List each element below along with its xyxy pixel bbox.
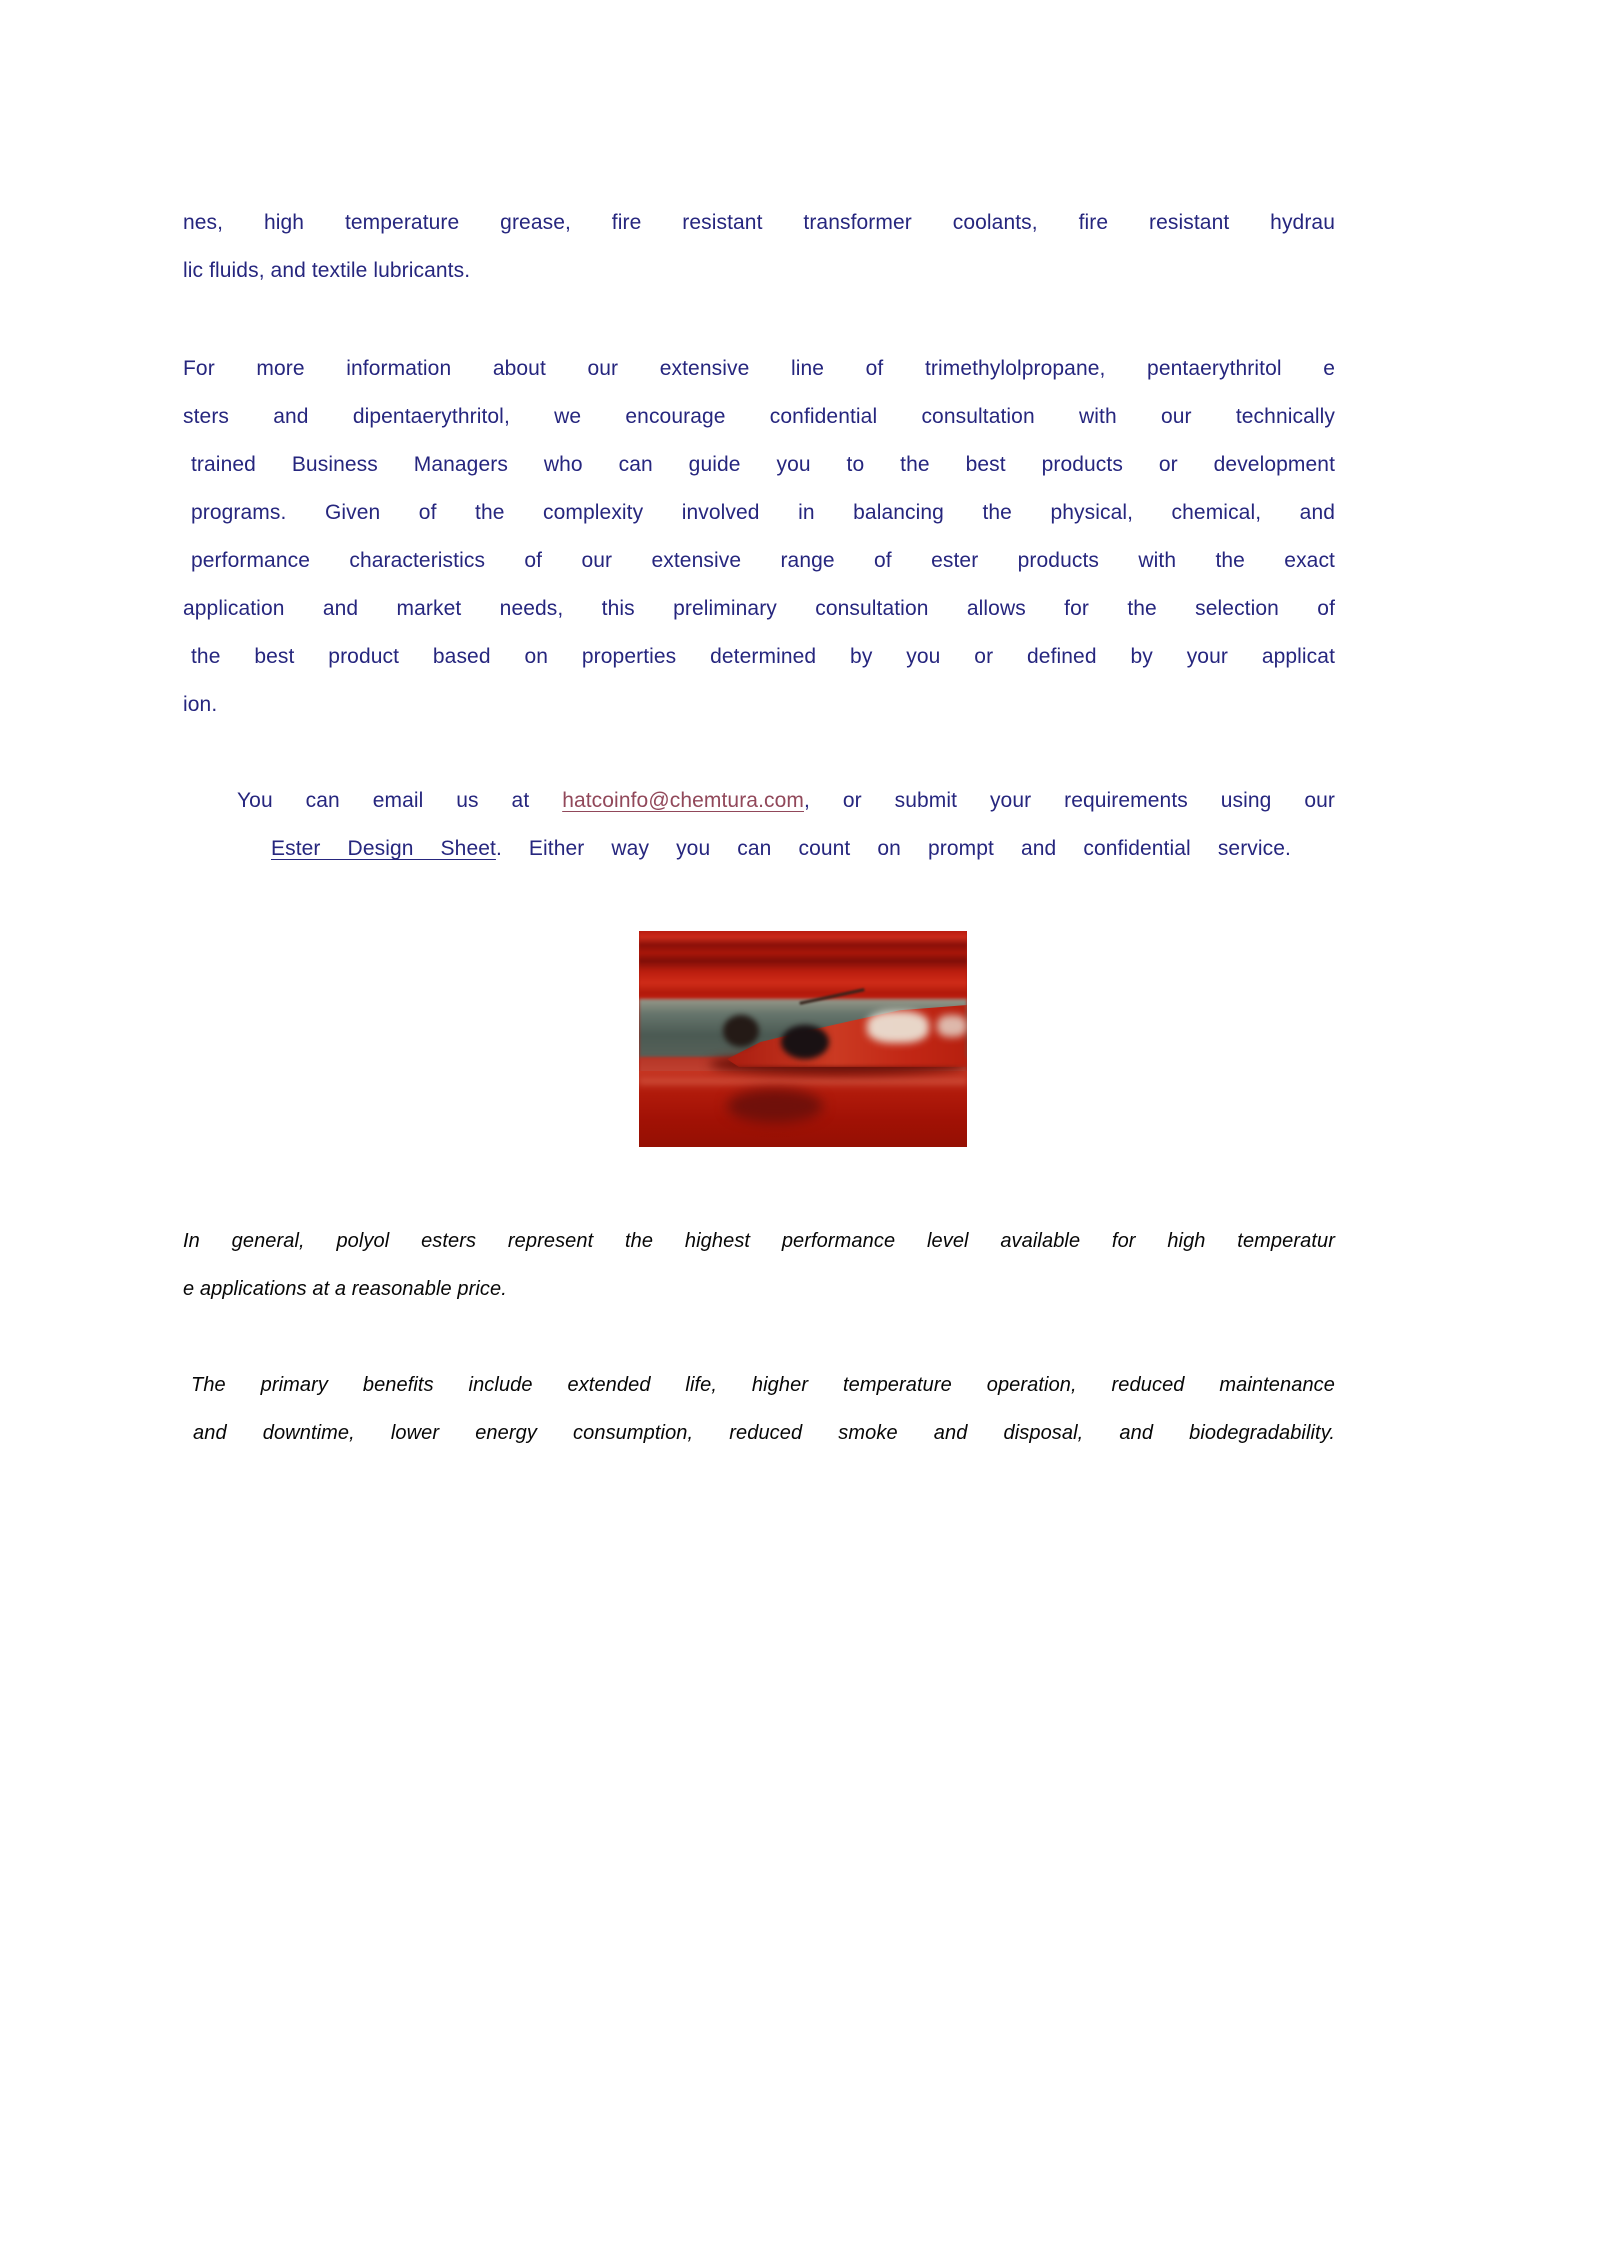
race-car-photo: [639, 931, 967, 1147]
ester-design-sheet-link[interactable]: Ester Design Sheet: [271, 837, 496, 860]
text-line: programs. Given of the complexity involved in balancing the physical, chemical, and: [191, 501, 1335, 524]
text-line: The primary benefits include extended life, higher temperature operation, reduced maintenance: [191, 1374, 1335, 1396]
text-line: and downtime, lower energy consumption, reduced smoke and disposal, and biodegradability.: [193, 1422, 1335, 1444]
text-line: [183, 777, 1335, 825]
text-line: In general, polyol esters represent the highest performance level available for high temperatur: [183, 1230, 1335, 1252]
text-line: application and market needs, this preliminary consultation allows for the selection of: [183, 597, 1335, 620]
text-line: sters and dipentaerythritol, we encourage confidential consultation with our technically: [183, 405, 1335, 428]
contact-text-after-email: , or submit your requirements using our: [803, 789, 1336, 812]
photo-foreground-streak: [639, 1077, 967, 1085]
text-line: For more information about our extensive line of trimethylolpropane, pentaerythritol e: [183, 357, 1335, 380]
text-line: ion.: [183, 693, 218, 716]
contact-text-after-ester: . Either way you can count on prompt and confidential service.: [495, 837, 1291, 860]
photo-white-smudge: [937, 1015, 967, 1037]
text-line: e applications at a reasonable price.: [183, 1278, 507, 1300]
photo-foreground-blob: [727, 1089, 823, 1123]
text-line: the best product based on properties determined by you or defined by your applicat: [191, 645, 1335, 668]
paragraph-applications: [183, 199, 1335, 295]
paragraph-contact: [183, 777, 1335, 873]
photo-red-wall-top: [639, 931, 967, 1001]
text-line: nes, high temperature grease, fire resistant transformer coolants, fire resistant hydrau: [183, 211, 1335, 234]
text-line: trained Business Managers who can guide you to the best products or development: [191, 453, 1335, 476]
paragraph-polyol-summary: [183, 1217, 1335, 1313]
photo-front-tire: [723, 1015, 759, 1047]
contact-text-before-email: You can email us at: [237, 789, 563, 812]
photo-white-panel: [867, 1011, 929, 1043]
text-line: [183, 825, 1335, 873]
paragraph-benefits: [183, 1361, 1335, 1457]
email-link[interactable]: hatcoinfo@chemtura.com: [562, 789, 804, 812]
text-line: lic fluids, and textile lubricants.: [183, 259, 471, 282]
photo-cockpit: [781, 1025, 829, 1059]
text-line: performance characteristics of our extensive range of ester products with the exact: [191, 549, 1335, 572]
paragraph-consultation: [183, 345, 1335, 729]
